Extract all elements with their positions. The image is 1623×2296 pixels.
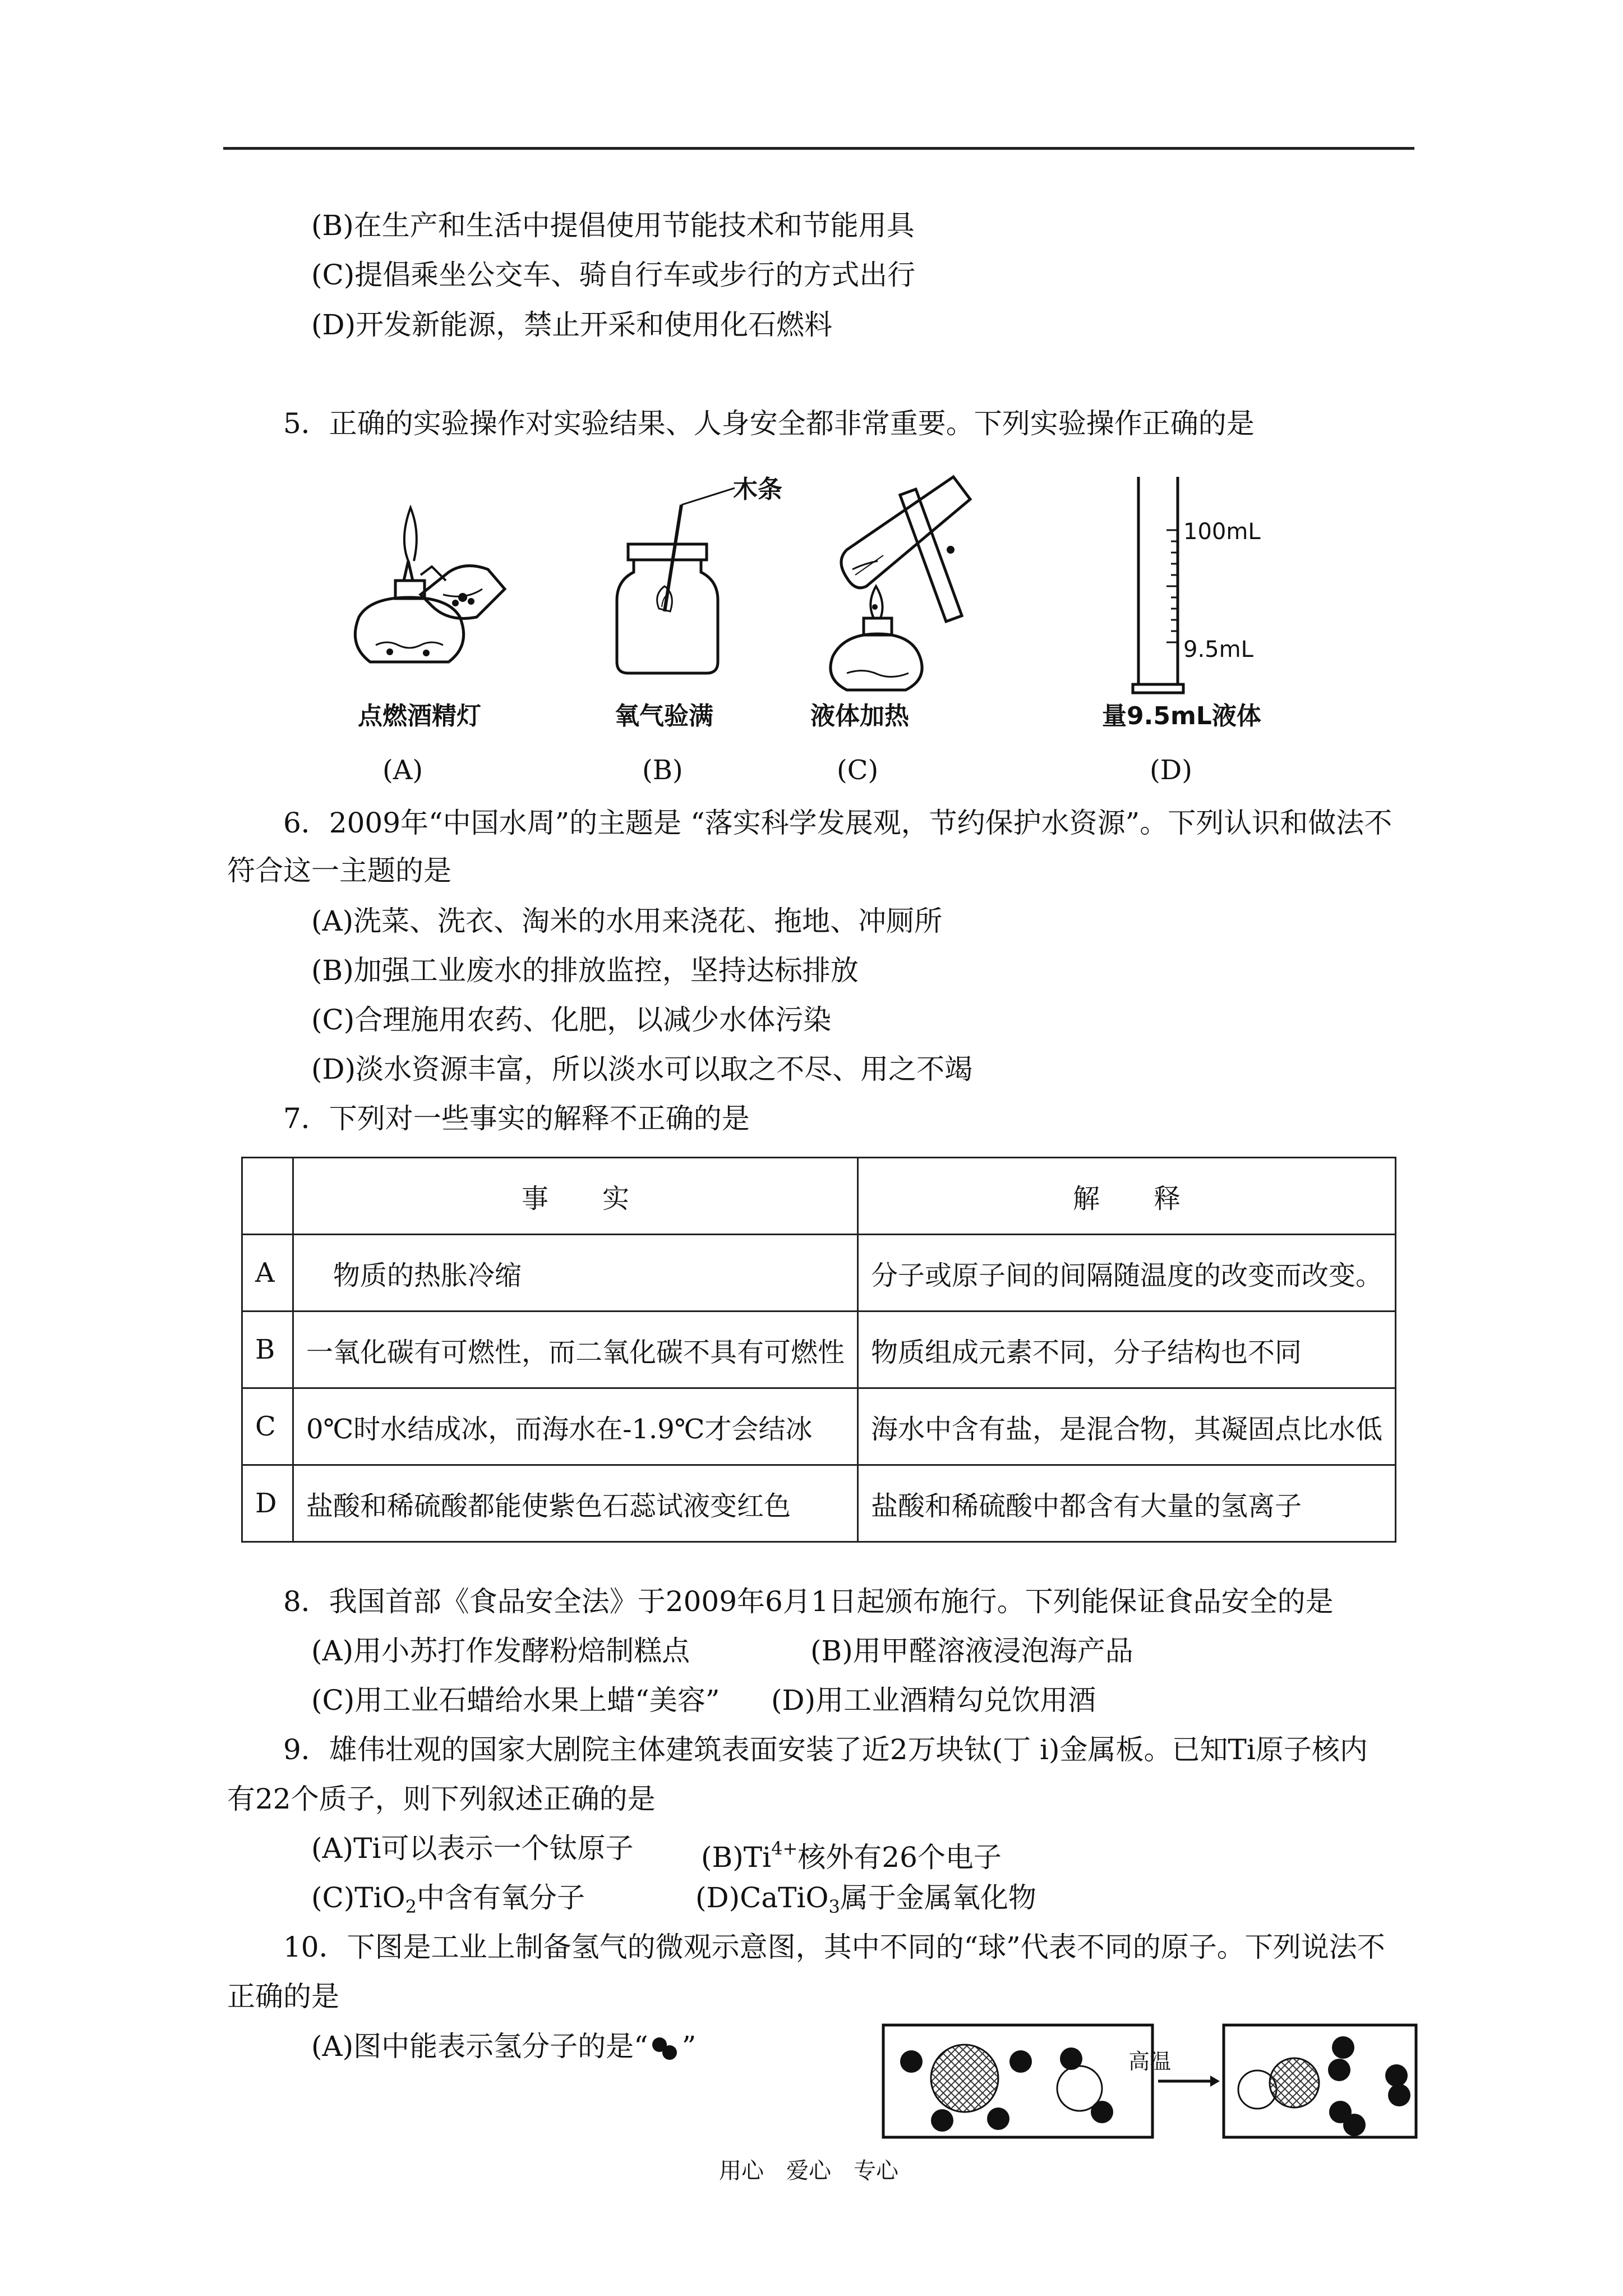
label-wood-stick: 木条 xyxy=(733,475,782,504)
caption-b: 氧气验满 xyxy=(615,702,713,730)
table-header-row xyxy=(242,1158,1396,1235)
header-fact: 事 实 xyxy=(293,1158,857,1235)
row-key: D xyxy=(242,1465,293,1542)
q4-option-c: (C)提倡乘坐公交车、骑自行车或步行的方式出行 xyxy=(311,259,916,291)
row-fact: 一氧化碳有可燃性，而二氧化碳不具有可燃性 xyxy=(293,1312,857,1388)
q10-stem-line2: 正确的是 xyxy=(227,1980,339,2013)
table-cell xyxy=(242,1158,293,1235)
q9-option-b xyxy=(701,1832,1002,1874)
header-explanation: 解 释 xyxy=(857,1158,1395,1235)
row-explanation: 盐酸和稀硫酸中都含有大量的氢离子 xyxy=(857,1465,1395,1542)
q6-option-c: (C)合理施用农药、化肥，以减少水体污染 xyxy=(311,1004,832,1036)
q9-c-subscript: 2 xyxy=(405,1896,417,1917)
letter-d: (D) xyxy=(1150,754,1192,786)
row-key: A xyxy=(242,1235,293,1312)
label-100ml: 100mL xyxy=(1183,519,1261,545)
row-explanation: 分子或原子间的间隔随温度的改变而改变。 xyxy=(857,1235,1395,1312)
page-footer: 用心 爱心 专心 xyxy=(719,2158,898,2184)
q10-a-suffix: ” xyxy=(681,2030,697,2063)
q9-option-d xyxy=(695,1881,1036,1924)
q9-b-superscript: 4+ xyxy=(771,1838,798,1859)
figure-b-oxygen-test xyxy=(606,477,791,701)
table-row xyxy=(242,1312,1396,1388)
q6-option-a: (A)洗菜、洗衣、淘米的水用来浇花、拖地、冲厕所 xyxy=(311,905,943,937)
q9-b-prefix: (B)Ti xyxy=(701,1841,772,1874)
q8-option-d: (D)用工业酒精勾兑饮用酒 xyxy=(771,1684,1096,1717)
q9-b-suffix: 核外有26个电子 xyxy=(797,1841,1002,1874)
q6-option-b: (B)加强工业废水的排放监控，坚持达标排放 xyxy=(311,954,859,987)
q9-d-suffix: 属于金属氧化物 xyxy=(840,1881,1036,1914)
row-explanation: 物质组成元素不同，分子结构也不同 xyxy=(857,1312,1395,1388)
q9-c-prefix: (C)TiO xyxy=(311,1881,405,1914)
reactant-box xyxy=(883,2025,1152,2137)
table-row xyxy=(242,1465,1396,1542)
q8-option-c: (C)用工业石蜡给水果上蜡“美容” xyxy=(311,1684,720,1717)
row-key: B xyxy=(242,1312,293,1388)
table-row xyxy=(242,1235,1396,1312)
q4-option-d: (D)开发新能源，禁止开采和使用化石燃料 xyxy=(311,309,833,341)
q6-option-d: (D)淡水资源丰富，所以淡水可以取之不尽、用之不竭 xyxy=(311,1053,973,1085)
q5-stem: 5．正确的实验操作对实验结果、人身安全都非常重要。下列实验操作正确的是 xyxy=(283,407,1255,440)
q9-d-prefix: (D)CaTiO xyxy=(695,1881,829,1914)
row-key: C xyxy=(242,1388,293,1465)
q8-option-b: (B)用甲醛溶液浸泡海产品 xyxy=(810,1635,1133,1667)
q9-d-subscript: 3 xyxy=(828,1896,840,1917)
q6-stem-line1: 6．2009年“中国水周”的主题是 “落实科学发展观，节约保护水资源”。下列认识和做法不 xyxy=(283,807,1393,839)
q6-stem-line2: 符合这一主题的是 xyxy=(227,854,451,887)
figure-a-lighting-lamp xyxy=(336,477,527,701)
letter-c: (C) xyxy=(837,754,879,786)
figure-c-liquid-heating xyxy=(813,466,1049,701)
q4-option-b: (B)在生产和生活中提倡使用节能技术和节能用具 xyxy=(311,209,915,242)
row-explanation: 海水中含有盐，是混合物，其凝固点比水低 xyxy=(857,1388,1395,1465)
q8-stem: 8．我国首部《食品安全法》于2009年6月1日起颁布施行。下列能保证食品安全的是 xyxy=(283,1585,1334,1618)
q9-stem-line1: 9．雄伟壮观的国家大剧院主体建筑表面安装了近2万块钛(丁 i)金属板。已知Ti原子核内 xyxy=(283,1733,1368,1766)
q9-option-a: (A)Ti可以表示一个钛原子 xyxy=(311,1832,634,1865)
q10-stem-line1: 10．下图是工业上制备氢气的微观示意图，其中不同的“球”代表不同的原子。下列说法不 xyxy=(283,1931,1385,1963)
table-row xyxy=(242,1388,1396,1465)
letter-b: (B) xyxy=(642,754,683,786)
q7-stem: 7．下列对一些事实的解释不正确的是 xyxy=(283,1102,750,1135)
q10-option-a xyxy=(311,2030,696,2063)
caption-a: 点燃酒精灯 xyxy=(358,702,481,730)
q9-option-c xyxy=(311,1881,585,1924)
row-fact: 0℃时水结成冰，而海水在-1.9℃才会结冰 xyxy=(293,1388,857,1465)
q9-c-suffix: 中含有氧分子 xyxy=(416,1881,585,1914)
label-9-5ml: 9.5mL xyxy=(1183,637,1253,662)
reaction-diagram xyxy=(880,2022,1419,2143)
q9-stem-line2: 有22个质子，则下列叙述正确的是 xyxy=(227,1783,656,1815)
caption-c: 液体加热 xyxy=(810,702,909,730)
header-rule xyxy=(223,147,1414,150)
hydrogen-molecule-icon xyxy=(648,2035,682,2063)
caption-d: 量9.5mL液体 xyxy=(1102,702,1261,730)
row-fact: 盐酸和稀硫酸都能使紫色石蕊试液变红色 xyxy=(293,1465,857,1542)
q10-a-prefix: (A)图中能表示氢分子的是“ xyxy=(311,2030,648,2063)
q8-option-a: (A)用小苏打作发酵粉焙制糕点 xyxy=(311,1635,690,1667)
arrow-label-high-temp: 高温 xyxy=(1128,2049,1172,2074)
q7-table xyxy=(241,1157,1396,1543)
row-fact: 物质的热胀冷缩 xyxy=(293,1235,857,1312)
letter-a: (A) xyxy=(382,754,423,786)
figure-d-graduated-cylinder xyxy=(1127,471,1189,701)
